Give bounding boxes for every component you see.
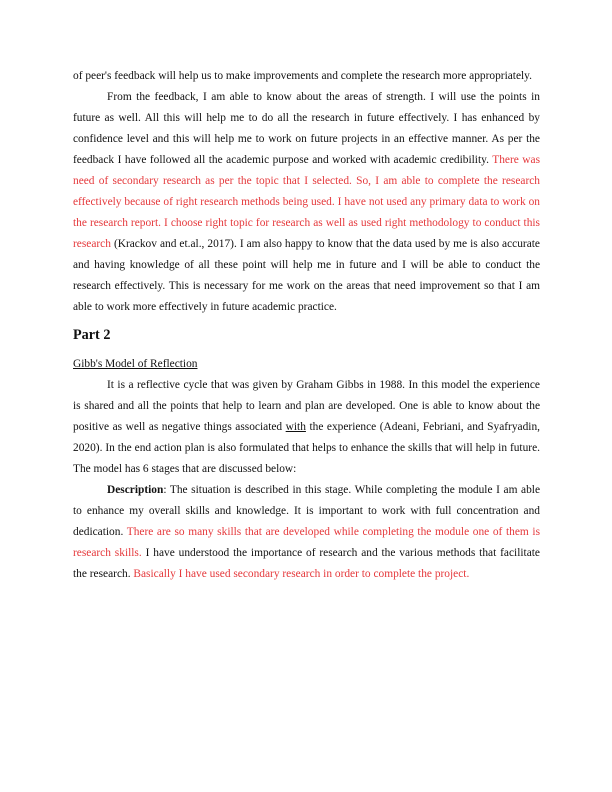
underlined-word: with <box>285 421 306 433</box>
highlighted-text: There are so many skills that are developed while completing the module one of them is research skills. <box>73 526 541 559</box>
document-body <box>73 66 540 585</box>
paragraph-text: It is a reflective cycle that was given by Graham Gibbs in 1988. In this model the experience is shared and all the points that help to learn and plan are developed. One is able to know about the positive as well as negative things associated <box>73 379 540 433</box>
paragraph-text: the experience (Adeani, Febriani, and Syafryadin, 2020). In the end action plan is also formulated that helps to enhance the skills that will help in future. The model has 6 stages that are discussed below: <box>73 421 540 475</box>
paragraph-text: of peer's feedback will help us to make improvements and complete the research more appropriately. <box>73 70 532 82</box>
paragraph-gibbs-intro <box>73 375 540 480</box>
highlighted-text: Basically I have used secondary research in order to complete the project. <box>133 568 470 580</box>
paragraph-feedback-strengths <box>73 87 540 318</box>
paragraph-peer-feedback <box>73 66 540 87</box>
paragraph-text: I have understood the importance of research and the various methods that facilitate the research. <box>73 547 540 580</box>
paragraph-text: From the feedback, I am able to know about the areas of strength. I will use the points in future as well. All this will help me to do all the research in future effectively. I has enhanced by confidence level and this will help me to work on future projects in an effective manner. As per the feedback I have followed all the academic purpose and worked with academic credibility. <box>73 91 540 166</box>
paragraph-text: (Krackov and et.al., 2017). I am also happy to know that the data used by me is also accurate and having knowledge of all these point will help me in future and I will be able to conduct the research effectively. This is necessary for me work on the areas that need improvement so that I am able to work more effectively in future academic practice. <box>73 238 540 313</box>
stage-label: Description <box>107 484 164 496</box>
paragraph-text: : The situation is described in this stage. While completing the module I am able to enhance my overall skills and knowledge. It is important to work with full concentration and dedication. <box>73 484 540 538</box>
paragraph-description-stage <box>73 480 540 585</box>
section-heading: Part 2 <box>73 327 111 343</box>
subsection-heading: Gibb's Model of Reflection <box>73 358 198 370</box>
highlighted-text: There was need of secondary research as per the topic that I selected. So, I am able to complete the research effectively because of right research methods being used. I have not used any primary data to work on the research report. I choose right topic for research as well as used right methodology to conduct this research <box>73 154 540 250</box>
